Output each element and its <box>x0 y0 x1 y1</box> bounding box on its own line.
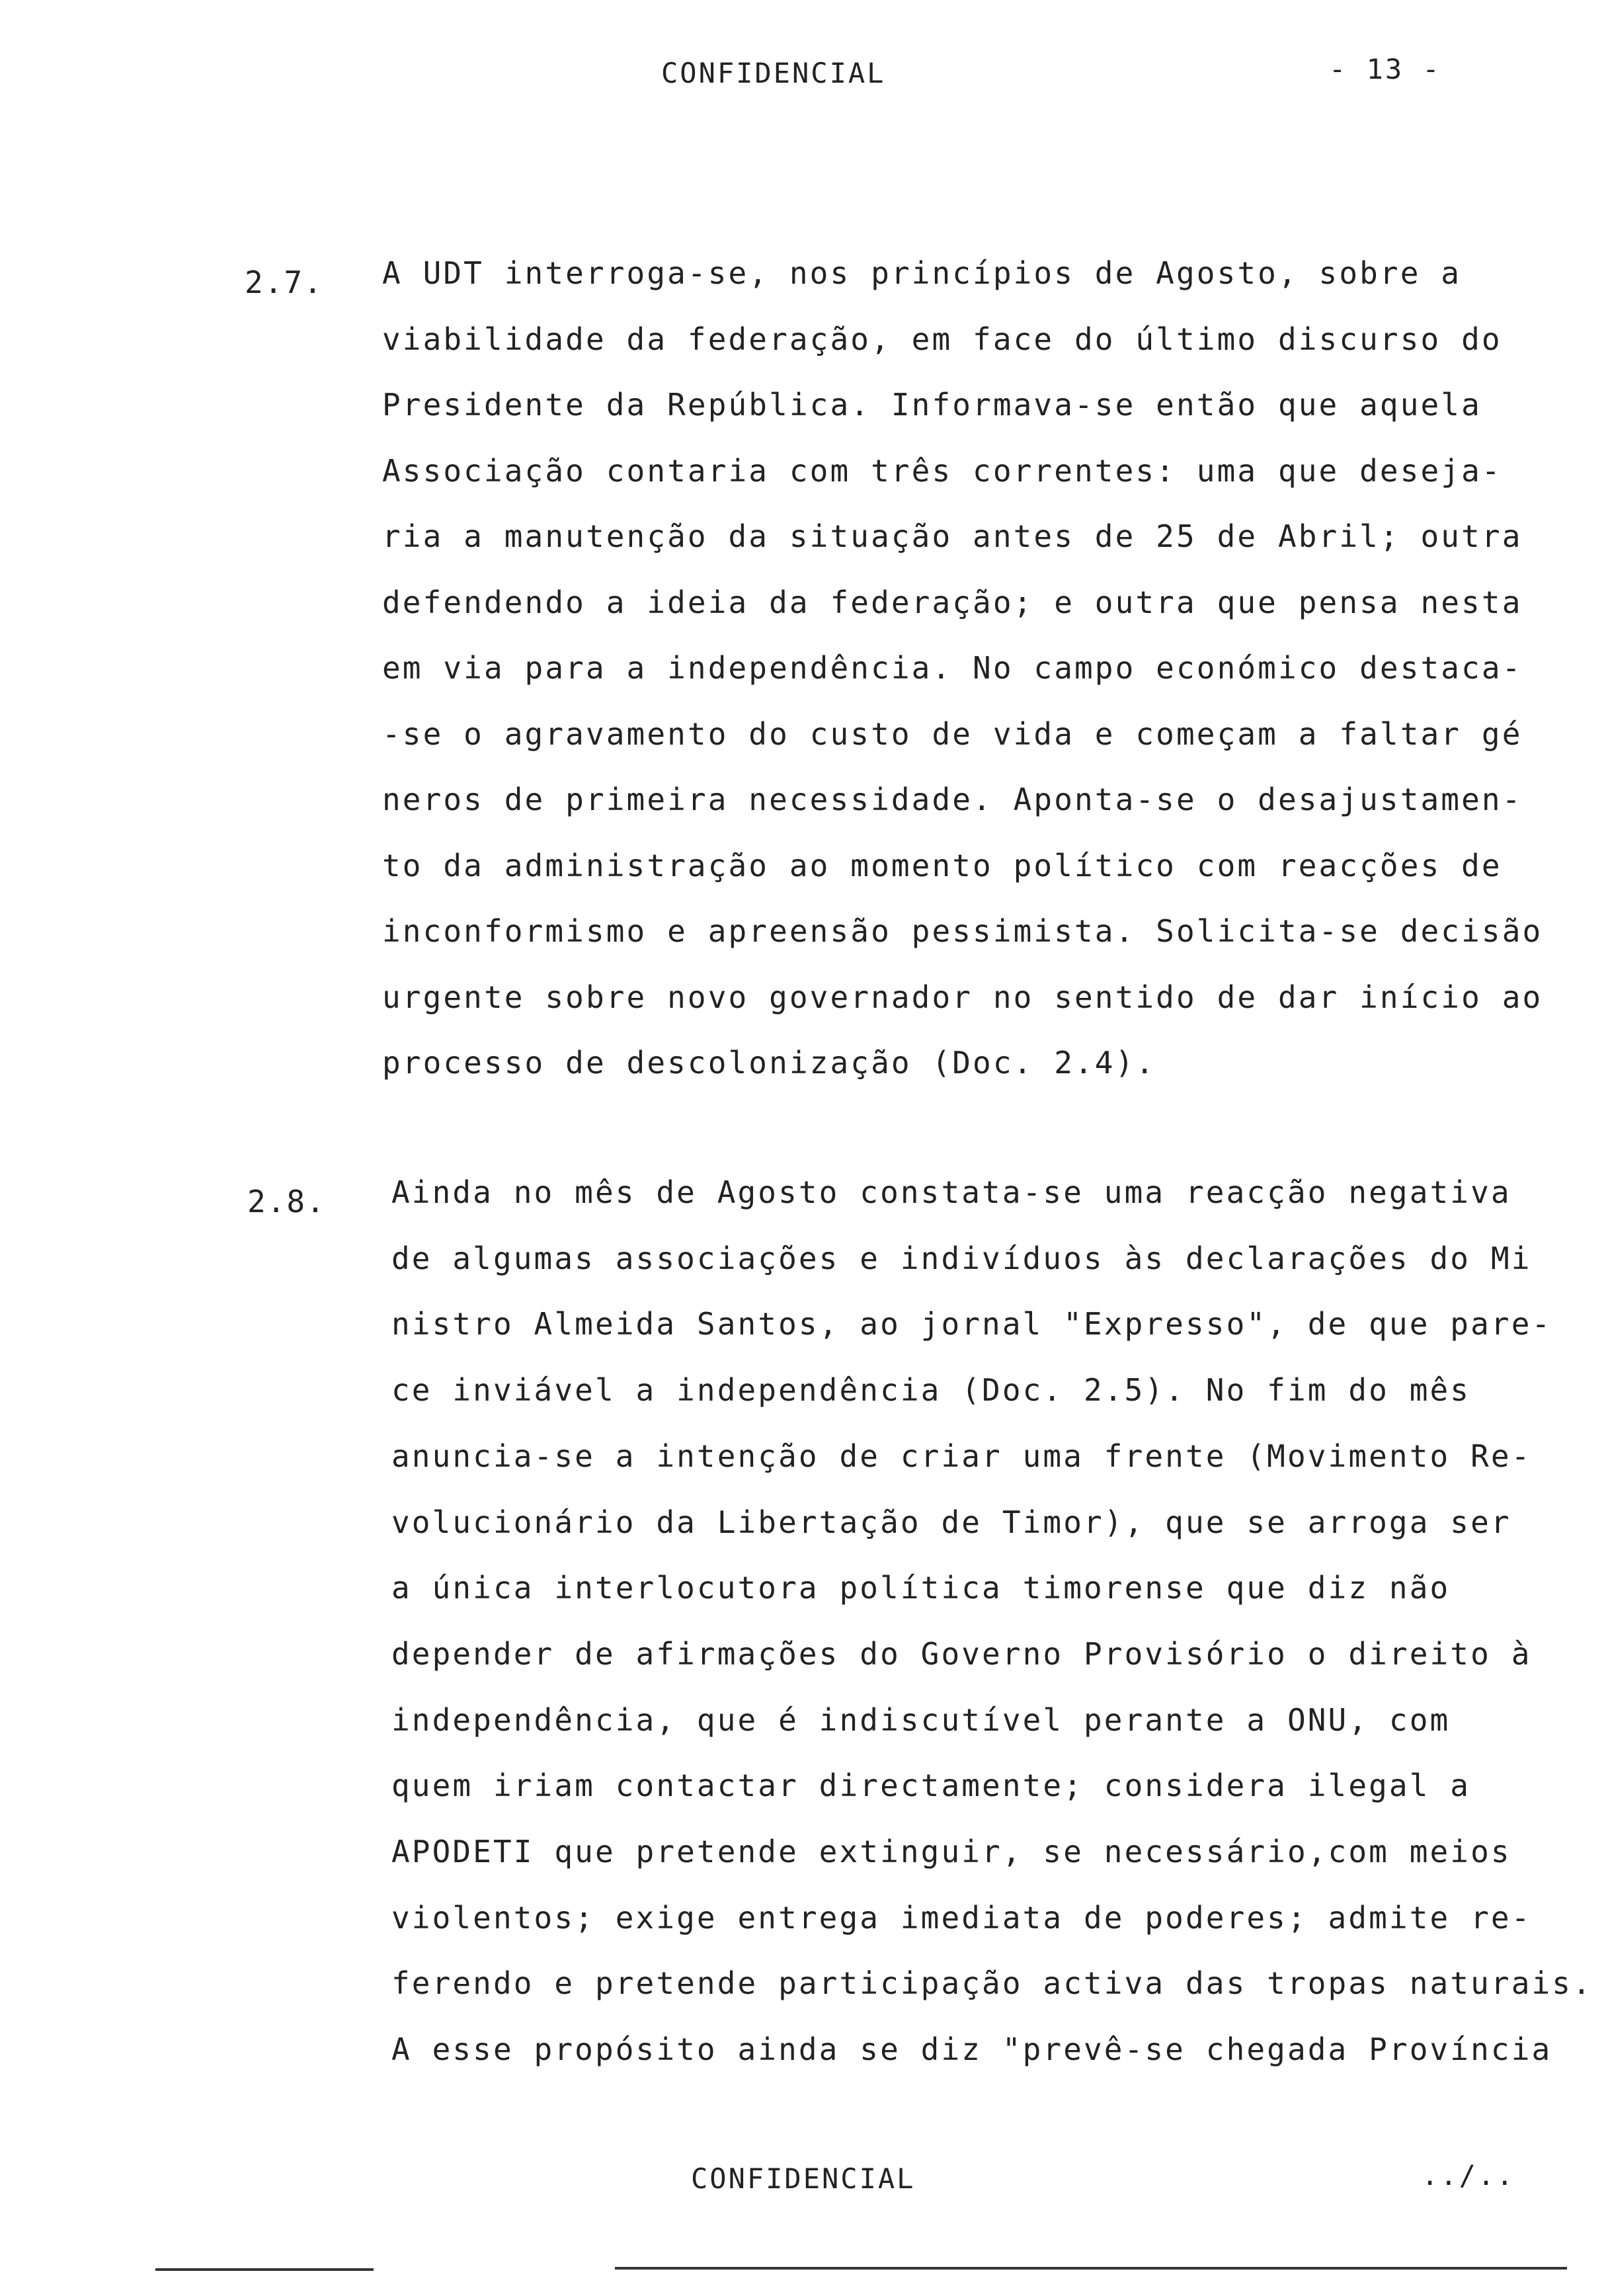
page-continuation-mark: ../.. <box>1422 2159 1515 2192</box>
page-header-label: CONFIDENCIAL <box>661 57 886 89</box>
page-number: - 13 - <box>1329 53 1441 85</box>
page-footer-label: CONFIDENCIAL <box>691 2162 916 2195</box>
text-line: depender de afirmações do Governo Provisório o direito à <box>391 1635 1532 1672</box>
bottom-rule-left <box>155 2268 374 2271</box>
bottom-rule-right <box>615 2267 1567 2270</box>
text-line: A esse propósito ainda se diz "prevê-se chegada Província <box>391 2031 1552 2068</box>
text-line: ria a manutenção da situação antes de 25 de Abril; outra <box>382 518 1523 554</box>
text-line: de algumas associações e indivíduos às declarações do Mi <box>391 1240 1532 1276</box>
text-line: ce inviável a independência (Doc. 2.5). No fim do mês <box>391 1372 1471 1409</box>
text-line: neros de primeira necessidade. Aponta-se o desajustamen- <box>382 782 1523 817</box>
text-line: to da administração ao momento político com reacções de <box>382 847 1502 883</box>
text-line: ferendo e pretende participação activa das tropas naturais. <box>391 1965 1593 2002</box>
text-line: Associação contaria com três correntes: uma que deseja- <box>382 452 1502 489</box>
text-line: quem iriam contactar directamente; considera ilegal a <box>391 1768 1471 1804</box>
paragraph-number: 2.8. <box>247 1184 326 1219</box>
text-line: urgente sobre novo governador no sentido de dar início ao <box>382 979 1543 1015</box>
text-line: anuncia-se a intenção de criar uma frente (Movimento Re- <box>391 1438 1532 1474</box>
text-line: viabilidade da federação, em face do último discurso do <box>382 321 1502 357</box>
text-line: inconformismo e apreensão pessimista. Solicita-se decisão <box>382 913 1543 949</box>
text-line: processo de descolonização (Doc. 2.4). <box>382 1045 1156 1081</box>
text-line: independência, que é indiscutível perante a ONU, com <box>391 1702 1451 1738</box>
text-line: em via para a independência. No campo económico destaca- <box>382 650 1523 686</box>
text-line: a única interlocutora política timorense que diz não <box>391 1570 1451 1606</box>
paragraph-number: 2.7. <box>245 265 323 300</box>
text-line: volucionário da Libertação de Timor), que se arroga ser <box>391 1504 1511 1540</box>
text-line: nistro Almeida Santos, ao jornal "Expresso", de que pare- <box>391 1306 1552 1342</box>
text-line: violentos; exige entrega imediata de poderes; admite re- <box>391 1899 1532 1936</box>
text-line: Presidente da República. Informava-se então que aquela <box>382 387 1482 423</box>
text-line: APODETI que pretende extinguir, se necessário,com meios <box>391 1834 1511 1869</box>
text-line: defendendo a ideia da federação; e outra que pensa nesta <box>382 584 1523 620</box>
text-line: A UDT interroga-se, nos princípios de Agosto, sobre a <box>382 255 1462 291</box>
text-line: Ainda no mês de Agosto constata-se uma reacção negativa <box>391 1174 1511 1210</box>
text-line: -se o agravamento do custo de vida e começam a faltar gé <box>382 716 1523 752</box>
